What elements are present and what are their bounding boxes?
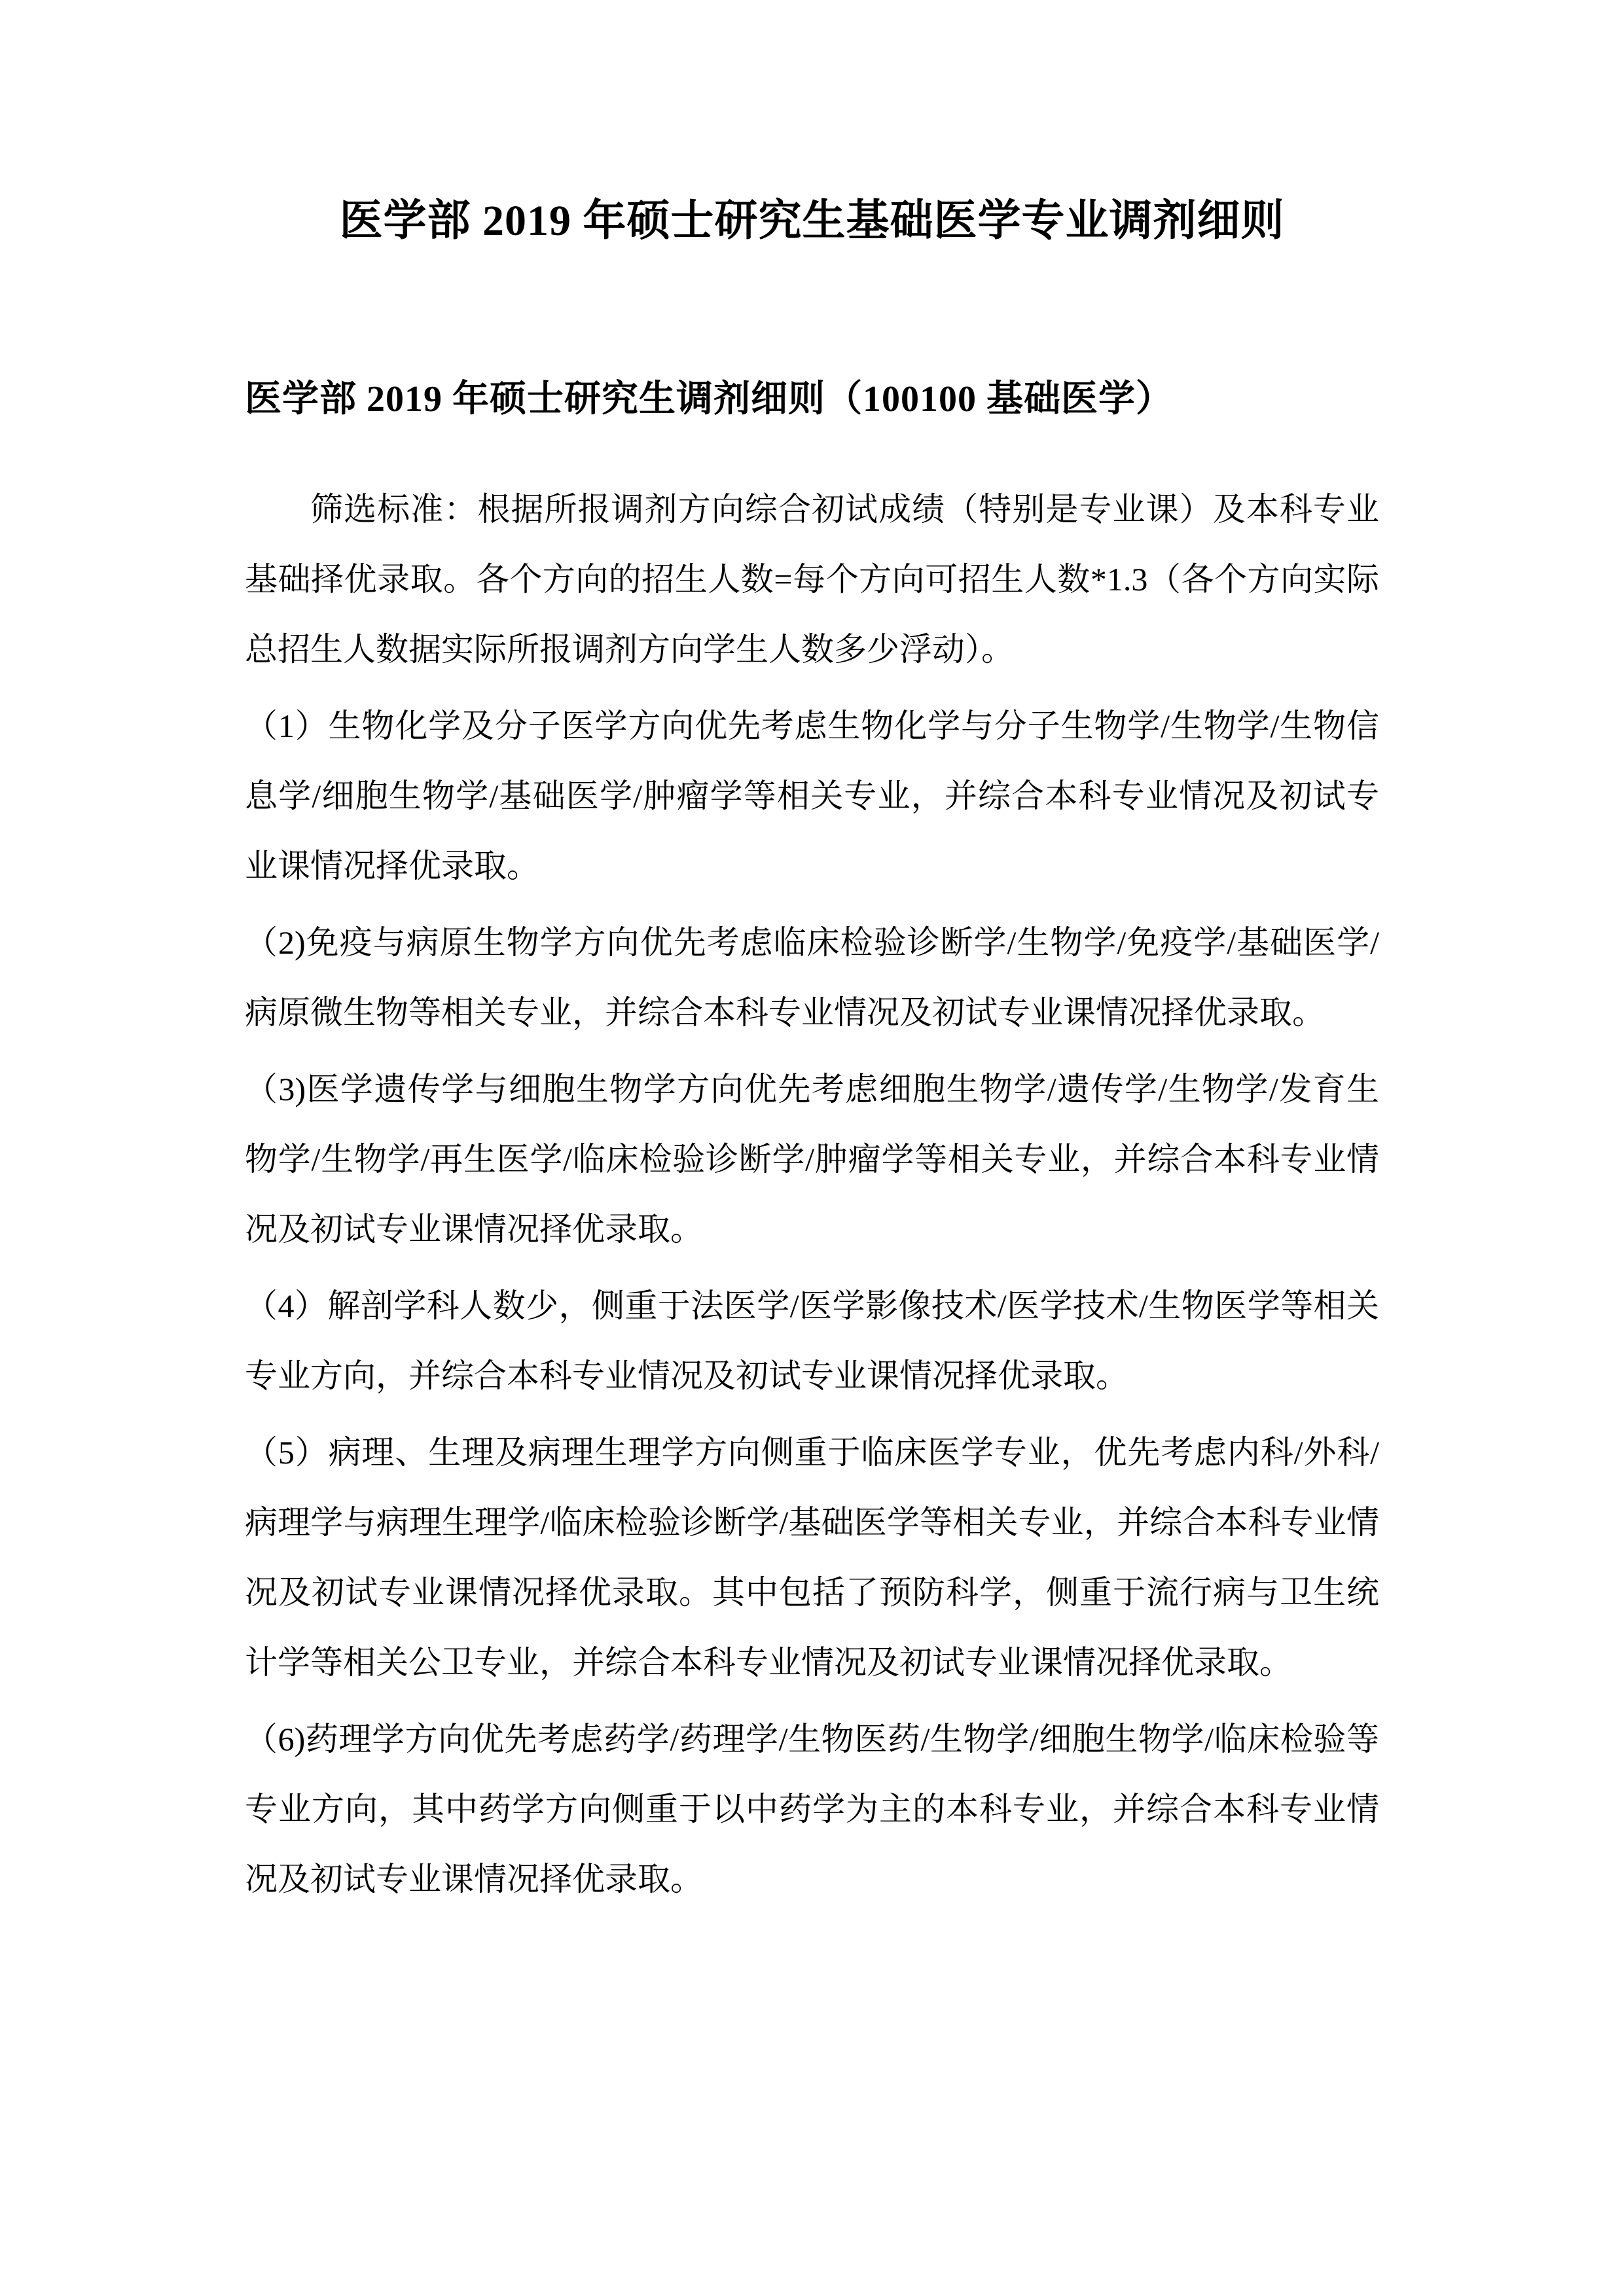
document-body — [245, 475, 1379, 1914]
paragraph-item-2: （2)免疫与病原生物学方向优先考虑临床检验诊断学/生物学/免疫学/基础医学/病原微生物等相关专业，并综合本科专业情况及初试专业课情况择优录取。 — [245, 924, 1379, 1031]
paragraph-item-4: （4）解剖学科人数少，侧重于法医学/医学影像技术/医学技术/生物医学等相关专业方向，并综合本科专业情况及初试专业课情况择优录取。 — [245, 1287, 1379, 1394]
paragraph-item-1: （1）生物化学及分子医学方向优先考虑生物化学与分子生物学/生物学/生物信息学/细胞生物学/基础医学/肿瘤学等相关专业，并综合本科专业情况及初试专业课情况择优录取。 — [245, 708, 1379, 884]
document-title: 医学部 2019 年硕士研究生基础医学专业调剂细则 — [339, 197, 1285, 245]
section-heading: 医学部 2019 年硕士研究生调剂细则（100100 基础医学） — [245, 379, 1173, 420]
paragraph-item-6: （6)药理学方向优先考虑药学/药理学/生物医药/生物学/细胞生物学/临床检验等专业方向，其中药学方向侧重于以中药学为主的本科专业，并综合本科专业情况及初试专业课情况择优录取。 — [245, 1721, 1379, 1897]
paragraph-item-5: （5）病理、生理及病理生理学方向侧重于临床医学专业，优先考虑内科/外科/病理学与病理生理学/临床检验诊断学/基础医学等相关专业，并综合本科专业情况及初试专业课情况择优录取。其中包括了预防科学，侧重于流行病与卫生统计学等相关公卫专业，并综合本科专业情况及初试专业课情况择优录取。 — [245, 1434, 1379, 1681]
paragraph-item-3: （3)医学遗传学与细胞生物学方向优先考虑细胞生物学/遗传学/生物学/发育生物学/生物学/再生医学/临床检验诊断学/肿瘤学等相关专业，并综合本科专业情况及初试专业课情况择优录取。 — [245, 1071, 1379, 1247]
paragraph-screening-criteria: 筛选标准：根据所报调剂方向综合初试成绩（特别是专业课）及本科专业基础择优录取。各个方向的招生人数=每个方向可招生人数*1.3（各个方向实际总招生人数据实际所报调剂方向学生人数多少浮动）。 — [245, 491, 1379, 668]
